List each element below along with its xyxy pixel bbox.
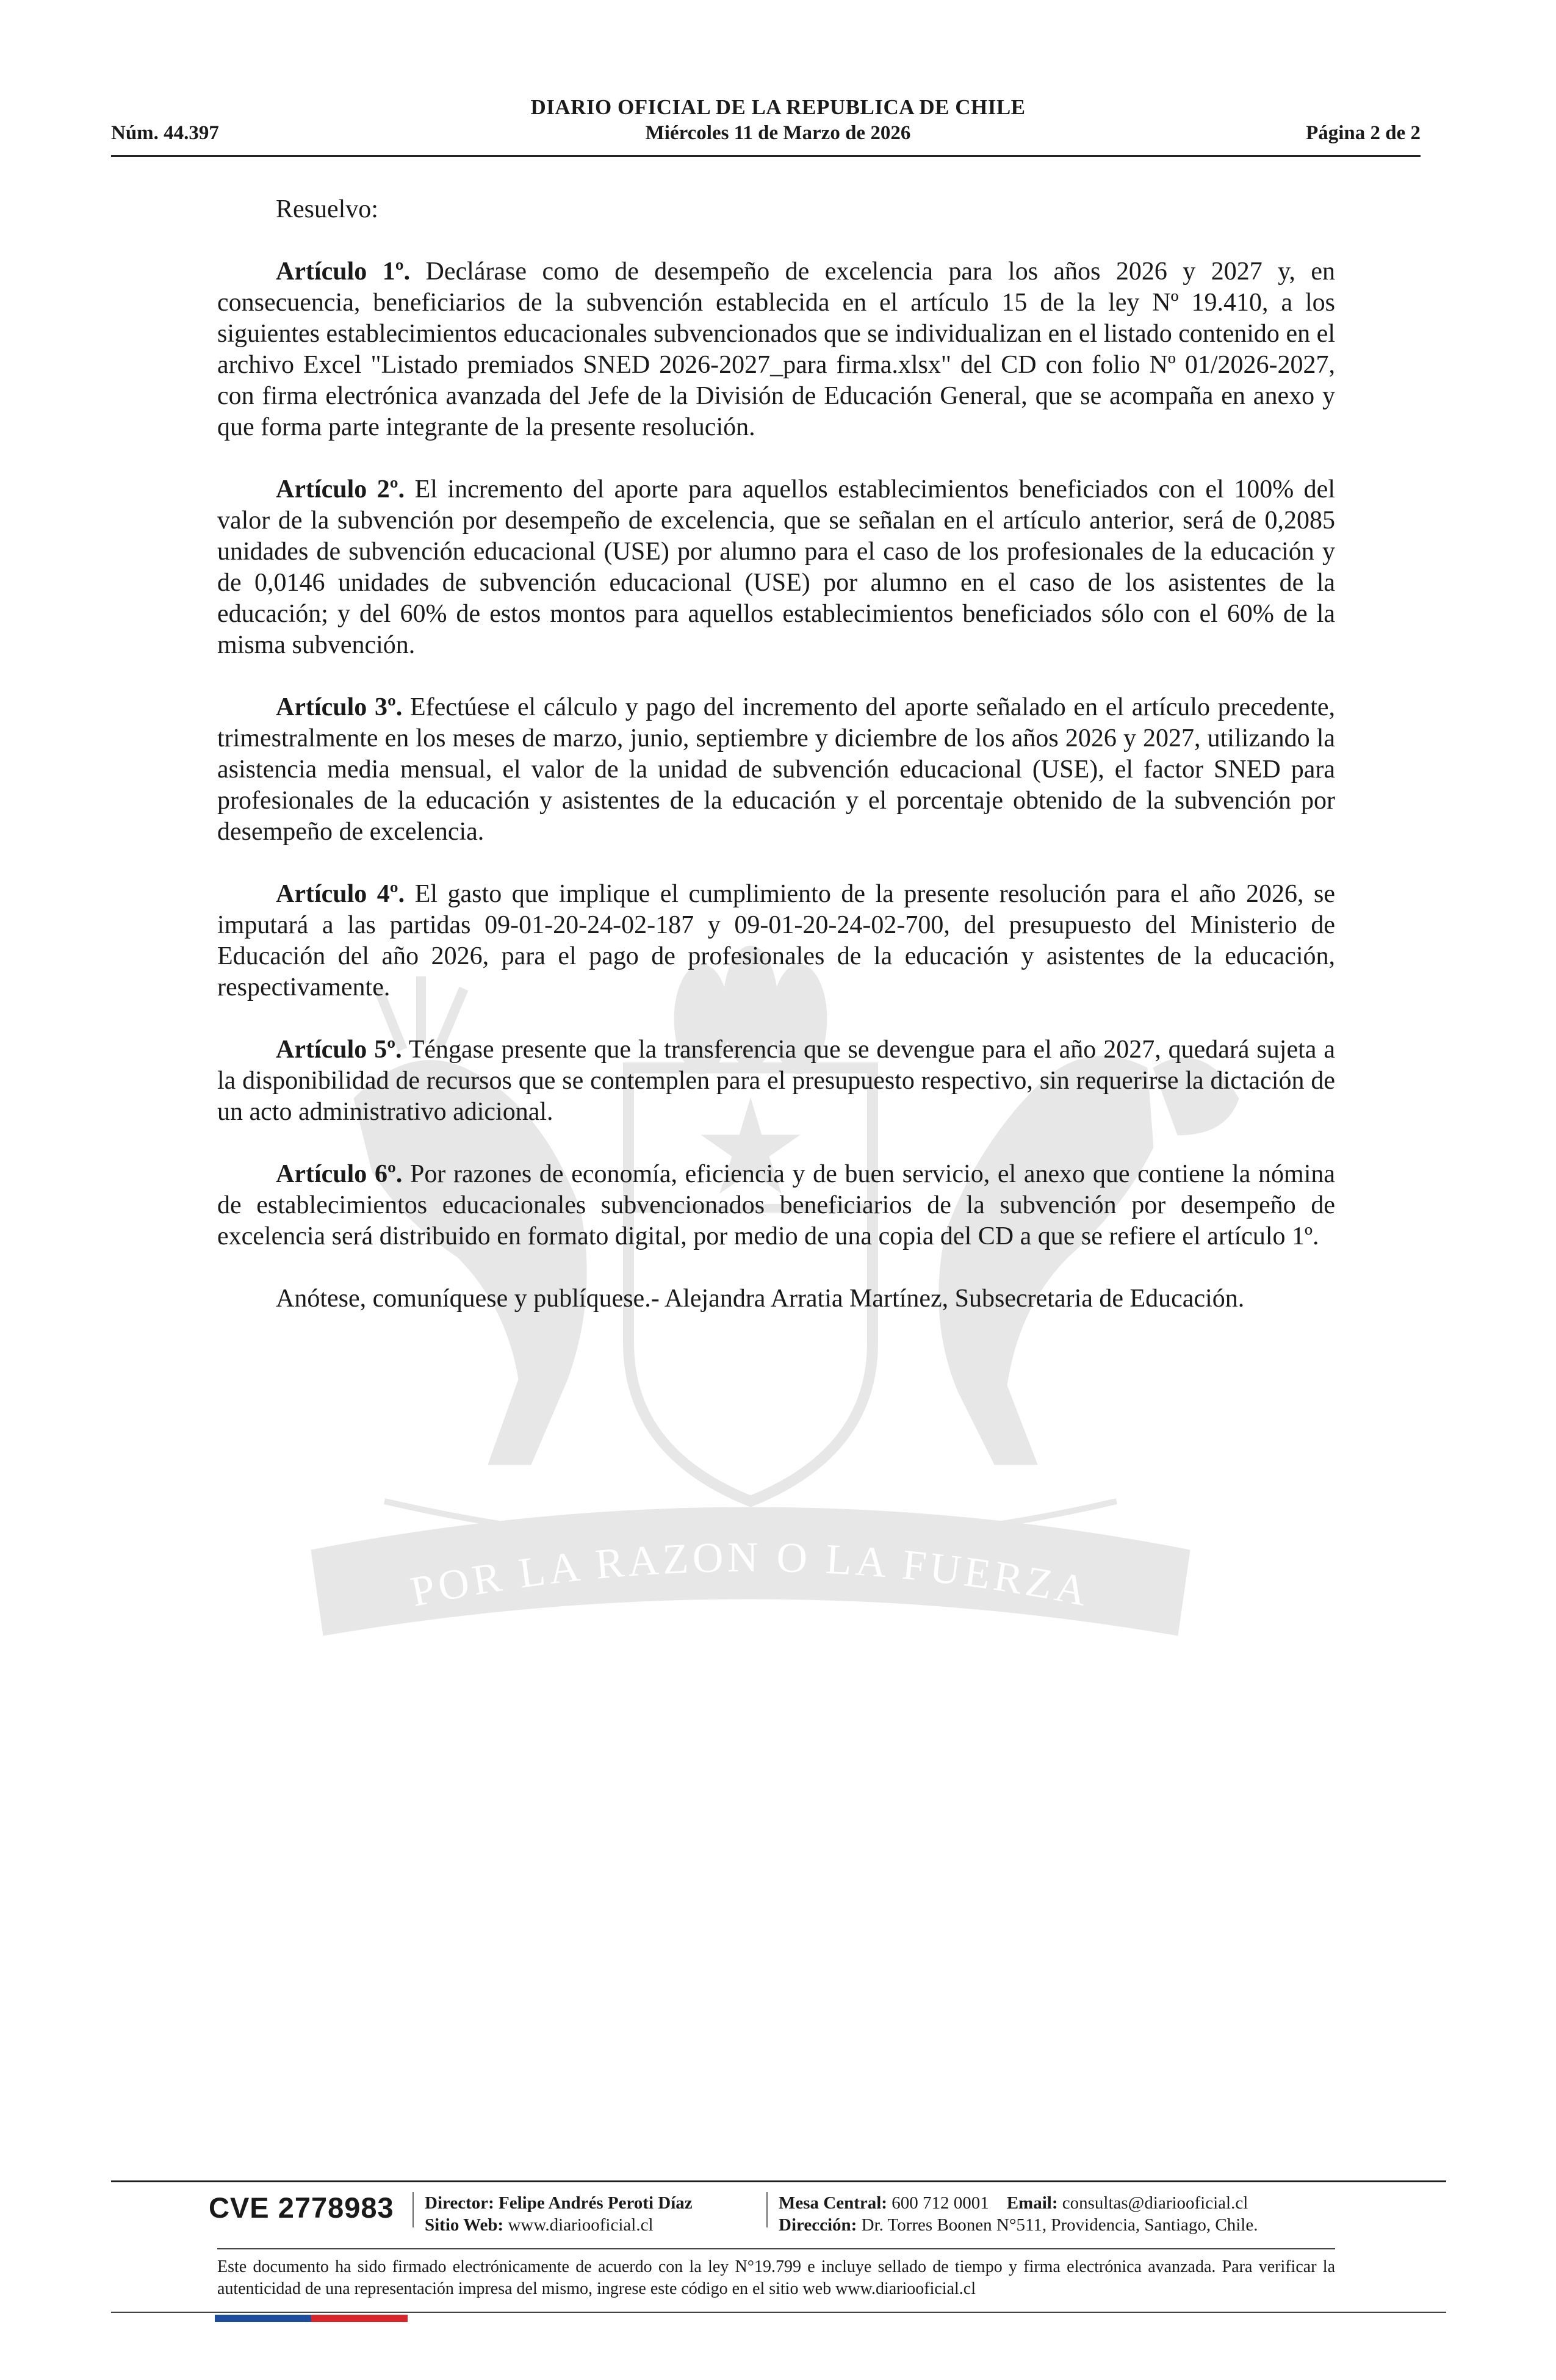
header-divider (111, 155, 1421, 157)
email-address[interactable]: consultas@diariooficial.cl (1062, 2193, 1248, 2213)
flag-red-band (311, 2315, 408, 2322)
footer-column-divider (766, 2192, 768, 2227)
site-label: Sitio Web: (425, 2215, 504, 2235)
article-text: Efectúese el cálculo y pago del incremento del aporte señalado en el artículo precedente, trimestralmente en los meses de marzo, junio, septiembre y diciembre de los años 2026 y 2027, utilizando la asistencia media mensual, el valor de la unidad de subvención educacional (USE), el factor SNED para profesionales de la educación y asistentes de la educación y el porcentaje obtenido de la subvención por desempeño de excelencia. (217, 693, 1336, 846)
article-label: Artículo 6º. (276, 1160, 403, 1188)
resolution-body (217, 194, 1335, 1346)
closing-signature: Anótese, comuníquese y publíquese.- Alejandra Arratia Martínez, Subsecretaria de Educación. (276, 1285, 1245, 1313)
article-text: Por razones de economía, eficiencia y de buen servicio, el anexo que contiene la nómina de establecimientos educacionales subvencionados beneficiarios de la subvención por desempeño de excelencia será distribuido en formato digital, por medio de una copia del CD a que se refiere el artículo 1º. (217, 1160, 1335, 1250)
article-1 (217, 256, 1335, 443)
watermark-motto: POR LA RAZON O LA FUERZA (406, 1534, 1095, 1616)
article-label: Artículo 3º. (276, 693, 403, 721)
article-5 (217, 1034, 1335, 1128)
page-indicator: Página 2 de 2 (1306, 122, 1421, 144)
article-label: Artículo 1º. (276, 258, 411, 286)
footer-mid-divider (217, 2248, 1335, 2249)
director-label: Director: (425, 2193, 494, 2213)
article-2 (217, 474, 1335, 661)
article-label: Artículo 2º. (276, 475, 405, 503)
site-url[interactable]: www.diariooficial.cl (508, 2215, 654, 2235)
footer-top-divider (111, 2180, 1446, 2182)
article-6 (217, 1159, 1335, 1252)
issue-date: Miércoles 11 de Marzo de 2026 (645, 122, 911, 144)
footer-director-block (425, 2192, 693, 2236)
footer-bottom-divider (111, 2312, 1446, 2313)
issue-number: Núm. 44.397 (111, 122, 219, 144)
article-text: Téngase presente que la transferencia que se devengue para el año 2027, quedará sujeta a la disponibilidad de recursos que se contemplen para el presupuesto respectivo, sin requerirse la dictación de un acto administrativo adicional. (217, 1036, 1335, 1126)
flag-blue-band (215, 2315, 311, 2322)
cve-code: CVE 2778983 (209, 2191, 394, 2224)
article-text: El gasto que implique el cumplimiento de la presente resolución para el año 2026, se imputará a las partidas 09-01-20-24-02-187 y 09-01-20-24-02-700, del presupuesto del Ministerio de Educación del año 2026, para el pago de profesionales de la educación y asistentes de la educación, respectivamente. (217, 880, 1335, 1001)
article-text: El incremento del aporte para aquellos establecimientos beneficiados con el 100% del valor de la subvención por desempeño de excelencia, que se señalan en el artículo anterior, será de 0,2085 unidades de subvención educacional (USE) por alumno para el caso de los profesionales de la educación y de 0,0146 unidades de subvención educacional (USE) por alumno en el caso de los asistentes de la educación; y del 60% de estos montos para aquellos establecimientos beneficiados sólo con el 60% de la misma subvención. (217, 475, 1335, 659)
article-text: Declárase como de desempeño de excelencia para los años 2026 y 2027 y, en consecuencia, beneficiarios de la subvención establecida en el artículo 15 de la ley Nº 19.410, a los siguientes establecimientos educacionales subvencionados que se individualizan en el listado contenido en el archivo Excel "Listado premiados SNED 2026-2027_para firma.xlsx" del CD con folio Nº 01/2026-2027, con firma electrónica avanzada del Jefe de la División de Educación General, que se acompaña en anexo y que forma parte integrante de la presente resolución. (217, 258, 1335, 441)
footer-contact-block (779, 2192, 1258, 2236)
resuelvo-heading: Resuelvo: (276, 195, 378, 223)
article-4 (217, 879, 1335, 1003)
newspaper-title: DIARIO OFICIAL DE LA REPUBLICA DE CHILE (530, 95, 1026, 119)
mesa-phone: 600 712 0001 (891, 2193, 989, 2213)
address-value: Dr. Torres Boonen N°511, Providencia, Santiago, Chile. (861, 2215, 1258, 2235)
email-label: Email: (1006, 2193, 1058, 2213)
article-label: Artículo 5º. (276, 1036, 402, 1064)
address-label: Dirección: (779, 2215, 857, 2235)
director-name: Felipe Andrés Peroti Díaz (499, 2193, 693, 2213)
footer-column-divider (412, 2192, 414, 2227)
article-label: Artículo 4º. (276, 880, 405, 908)
article-3 (217, 692, 1335, 848)
mesa-label: Mesa Central: (779, 2193, 887, 2213)
electronic-signature-notice: Este documento ha sido firmado electrónicamente de acuerdo con la ley N°19.799 e incluye sellado de tiempo y firma electrónica avanzada. Para verificar la autenticidad de una representación impresa del mismo, ingrese este código en el sitio web www.diariooficial.cl (217, 2257, 1335, 2298)
chile-flag-stripe (215, 2315, 408, 2322)
